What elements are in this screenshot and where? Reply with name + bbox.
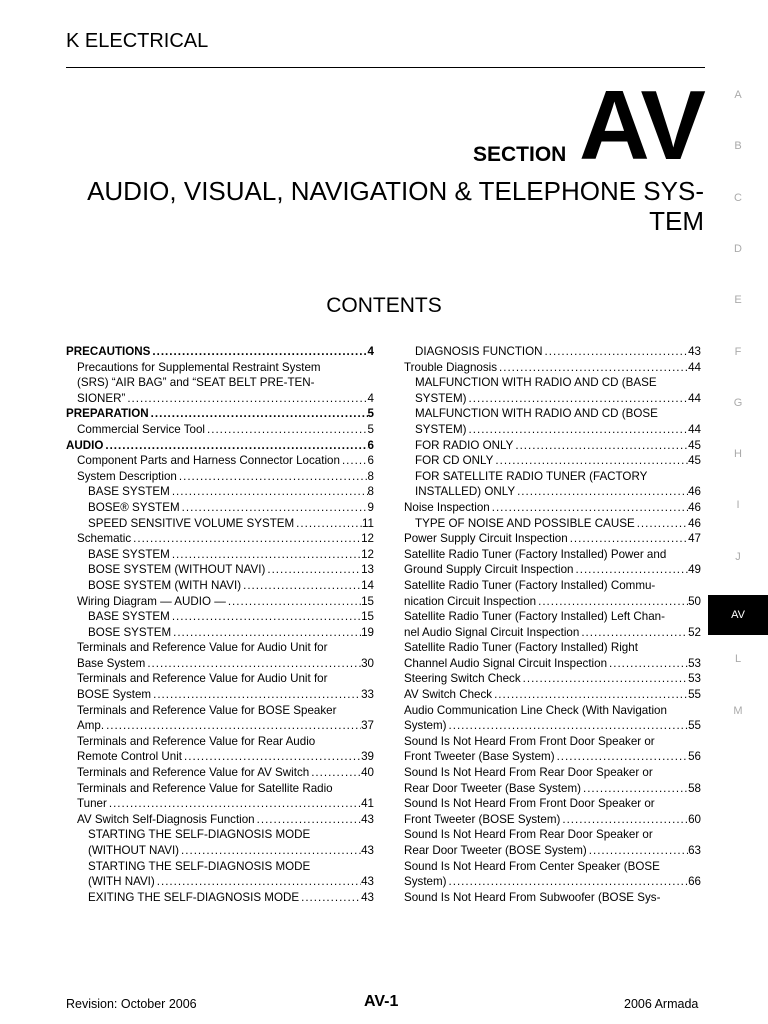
toc-page-number: 4 bbox=[367, 345, 374, 358]
toc-left-column bbox=[66, 344, 374, 905]
toc-leader-dots bbox=[150, 344, 367, 360]
toc-entry-title: AV Switch Self-Diagnosis Function bbox=[77, 812, 255, 826]
toc-entry bbox=[404, 578, 701, 594]
toc-entry-title: SYSTEM) bbox=[415, 422, 467, 436]
toc-entry[interactable] bbox=[404, 422, 701, 438]
toc-entry-title: BASE SYSTEM bbox=[88, 610, 170, 624]
toc-entry-title: AV Switch Check bbox=[404, 688, 493, 702]
toc-entry bbox=[66, 360, 374, 376]
toc-page-number: 44 bbox=[688, 422, 701, 436]
toc-page-number: 49 bbox=[688, 563, 701, 577]
toc-right-column bbox=[404, 344, 701, 905]
toc-page-number: 52 bbox=[688, 625, 701, 639]
toc-leader-dots bbox=[340, 453, 368, 469]
toc-page-number: 43 bbox=[688, 345, 701, 358]
toc-entry[interactable] bbox=[66, 562, 374, 578]
toc-entry-title: Component Parts and Harness Connector Location bbox=[77, 454, 340, 468]
toc-entry[interactable] bbox=[66, 749, 374, 765]
toc-entry-title: BOSE SYSTEM (WITHOUT NAVI) bbox=[88, 563, 266, 577]
toc-entry-title: Sound Is Not Heard From Rear Door Speaker or bbox=[404, 828, 653, 842]
toc-entry[interactable] bbox=[66, 625, 374, 641]
toc-page-number: 37 bbox=[361, 719, 374, 733]
toc-entry[interactable] bbox=[404, 656, 701, 672]
toc-entry-title: Satellite Radio Tuner (Factory Installed) Right bbox=[404, 641, 638, 655]
toc-page-number: 46 bbox=[688, 485, 701, 499]
toc-entry[interactable] bbox=[66, 438, 374, 454]
toc-leader-dots bbox=[155, 874, 361, 890]
toc-page-number: 5 bbox=[367, 422, 374, 436]
toc-entry bbox=[404, 734, 701, 750]
toc-page-number: 56 bbox=[688, 750, 701, 764]
toc-entry-title: Power Supply Circuit Inspection bbox=[404, 532, 568, 546]
toc-leader-dots bbox=[177, 469, 368, 485]
toc-entry[interactable] bbox=[404, 484, 701, 500]
toc-entry-title: FOR CD ONLY bbox=[415, 454, 494, 468]
toc-entry[interactable] bbox=[404, 516, 701, 532]
toc-entry[interactable] bbox=[66, 609, 374, 625]
toc-page-number: 45 bbox=[688, 438, 701, 452]
toc-leader-dots bbox=[515, 484, 688, 500]
toc-page-number: 8 bbox=[367, 469, 374, 483]
toc-leader-dots bbox=[521, 671, 688, 687]
toc-entry-title: SIONER” bbox=[77, 391, 126, 405]
section-title-line1: AUDIO, VISUAL, NAVIGATION & TELEPHONE SYS- bbox=[87, 176, 704, 206]
toc-leader-dots bbox=[513, 438, 688, 454]
toc-entry[interactable] bbox=[404, 562, 701, 578]
toc-leader-dots bbox=[467, 422, 689, 438]
toc-entry-title: Wiring Diagram — AUDIO — bbox=[77, 594, 226, 608]
toc-entry-title: Sound Is Not Heard From Front Door Speaker or bbox=[404, 734, 655, 748]
toc-leader-dots bbox=[131, 531, 361, 547]
toc-entry[interactable] bbox=[404, 671, 701, 687]
footer-model: 2006 Armada bbox=[624, 997, 699, 1011]
toc-entry-title: PREPARATION bbox=[66, 407, 149, 421]
toc-page-number: 50 bbox=[688, 594, 701, 608]
toc-page-number: 30 bbox=[361, 656, 374, 670]
toc-entry[interactable] bbox=[404, 812, 701, 828]
section-tab-d[interactable]: D bbox=[734, 242, 742, 255]
section-code: AV bbox=[579, 70, 704, 180]
toc-entry-title: BASE SYSTEM bbox=[88, 547, 170, 561]
toc-entry-title: BOSE System bbox=[77, 688, 152, 702]
toc-page-number: 43 bbox=[361, 890, 374, 904]
toc-entry[interactable] bbox=[404, 500, 701, 516]
toc-entry-title: Terminals and Reference Value for Audio Unit for bbox=[77, 641, 328, 655]
toc-page-number: 60 bbox=[688, 812, 701, 826]
toc-entry[interactable] bbox=[404, 531, 701, 547]
toc-entry bbox=[66, 734, 374, 750]
toc-leader-dots bbox=[635, 516, 688, 532]
toc-entry-title: Terminals and Reference Value for AV Switch bbox=[77, 766, 310, 780]
toc-page-number: 43 bbox=[361, 875, 374, 889]
toc-page-number: 14 bbox=[361, 578, 374, 592]
toc-entry-title: Channel Audio Signal Circuit Inspection bbox=[404, 656, 608, 670]
header-rule bbox=[66, 67, 705, 68]
section-tab-h[interactable]: H bbox=[734, 448, 742, 461]
section-title-line2: TEM bbox=[649, 206, 704, 236]
toc-entry bbox=[404, 890, 701, 906]
toc-leader-dots bbox=[497, 360, 688, 376]
toc-entry[interactable] bbox=[404, 360, 701, 376]
toc-entry bbox=[66, 827, 374, 843]
toc-leader-dots bbox=[579, 625, 688, 641]
toc-page-number: 58 bbox=[688, 781, 701, 795]
toc-entry[interactable] bbox=[66, 469, 374, 485]
toc-entry-title: SYSTEM) bbox=[415, 391, 467, 405]
toc-entry-title: FOR SATELLITE RADIO TUNER (FACTORY bbox=[415, 469, 648, 483]
toc-entry-title: (WITH NAVI) bbox=[88, 875, 155, 889]
toc-page-number: 15 bbox=[361, 594, 374, 608]
toc-entry bbox=[66, 375, 374, 391]
section-tab-g[interactable]: G bbox=[733, 396, 743, 409]
toc-leader-dots bbox=[447, 874, 689, 890]
toc-page-number: 6 bbox=[367, 438, 374, 452]
section-tab-a[interactable]: A bbox=[734, 89, 742, 101]
toc-entry-title: (WITHOUT NAVI) bbox=[88, 844, 180, 857]
toc-entry-title: Terminals and Reference Value for Rear Audio bbox=[77, 734, 316, 748]
toc-leader-dots bbox=[493, 453, 688, 469]
toc-entry-title: FOR RADIO ONLY bbox=[415, 438, 514, 452]
toc-entry-title: Front Tweeter (BOSE System) bbox=[404, 812, 561, 826]
toc-page-number: 19 bbox=[361, 625, 374, 639]
toc-entry[interactable] bbox=[404, 781, 701, 797]
section-tab-m[interactable]: M bbox=[733, 704, 743, 717]
toc-entry[interactable] bbox=[66, 516, 374, 532]
toc-entry[interactable] bbox=[66, 718, 374, 734]
toc-leader-dots bbox=[241, 578, 361, 594]
toc-page-number: 12 bbox=[361, 547, 374, 561]
toc-entry-title: BOSE® SYSTEM bbox=[88, 500, 180, 514]
toc-leader-dots bbox=[104, 718, 361, 734]
toc-entry-title: System) bbox=[404, 875, 447, 889]
toc-page-number: 45 bbox=[688, 454, 701, 468]
toc-page-number: 33 bbox=[361, 688, 374, 702]
toc-leader-dots bbox=[536, 594, 688, 610]
toc-leader-dots bbox=[555, 749, 689, 765]
toc-leader-dots bbox=[180, 500, 368, 516]
toc-entry-title: EXITING THE SELF-DIAGNOSIS MODE bbox=[88, 890, 300, 904]
section-tab-i[interactable]: I bbox=[736, 499, 740, 512]
toc-entry-title: Terminals and Reference Value for Audio Unit for bbox=[77, 672, 328, 686]
toc-entry-title: Rear Door Tweeter (BOSE System) bbox=[404, 844, 587, 857]
toc-entry-title: Satellite Radio Tuner (Factory Installed) Power and bbox=[404, 547, 667, 561]
toc-page-number: 43 bbox=[361, 844, 374, 857]
toc-leader-dots bbox=[447, 718, 689, 734]
toc-entry-title: Schematic bbox=[77, 532, 132, 546]
section-tab-l[interactable]: L bbox=[734, 653, 742, 666]
toc-leader-dots bbox=[205, 422, 368, 438]
footer-page-number: AV-1 bbox=[364, 993, 399, 1010]
toc-page-number: 4 bbox=[367, 391, 374, 405]
toc-leader-dots bbox=[568, 531, 688, 547]
section-tab-c[interactable]: C bbox=[734, 191, 742, 204]
toc-leader-dots bbox=[103, 438, 367, 454]
toc-entry[interactable] bbox=[404, 453, 701, 469]
toc-entry-title: BOSE SYSTEM bbox=[88, 625, 172, 639]
toc-page-number: 55 bbox=[688, 688, 701, 702]
toc-entry-title: TYPE OF NOISE AND POSSIBLE CAUSE bbox=[415, 516, 635, 530]
toc-page-number: 5 bbox=[367, 407, 374, 421]
toc-entry bbox=[404, 547, 701, 563]
section-label: SECTION bbox=[473, 143, 567, 166]
toc-leader-dots bbox=[179, 843, 361, 859]
toc-entry[interactable] bbox=[404, 874, 701, 890]
toc-leader-dots bbox=[560, 812, 688, 828]
toc-entry[interactable] bbox=[66, 500, 374, 516]
toc-page-number: 66 bbox=[688, 875, 701, 889]
toc-entry-title: Satellite Radio Tuner (Factory Installed) Commu- bbox=[404, 578, 656, 592]
toc-entry-title: nication Circuit Inspection bbox=[404, 594, 537, 608]
toc-entry[interactable] bbox=[404, 687, 701, 703]
toc-entry[interactable] bbox=[66, 890, 374, 906]
toc-leader-dots bbox=[294, 516, 362, 532]
toc-entry-title: STARTING THE SELF-DIAGNOSIS MODE bbox=[88, 828, 311, 842]
toc-entry[interactable] bbox=[66, 406, 374, 422]
toc-page-number: 46 bbox=[688, 516, 701, 530]
footer-revision: Revision: October 2006 bbox=[66, 997, 197, 1011]
toc-leader-dots bbox=[309, 765, 361, 781]
toc-leader-dots bbox=[171, 625, 361, 641]
toc-leader-dots bbox=[145, 656, 361, 672]
toc-leader-dots bbox=[492, 687, 688, 703]
toc-entry[interactable] bbox=[66, 594, 374, 610]
toc-entry[interactable] bbox=[66, 531, 374, 547]
toc-entry[interactable] bbox=[66, 843, 374, 859]
toc-entry[interactable] bbox=[404, 344, 701, 360]
toc-leader-dots bbox=[607, 656, 688, 672]
toc-page-number: 15 bbox=[361, 610, 374, 624]
toc-leader-dots bbox=[574, 562, 689, 578]
toc-entry[interactable] bbox=[66, 391, 374, 407]
toc-entry-title: Sound Is Not Heard From Front Door Speaker or bbox=[404, 797, 655, 811]
toc-entry-title: Noise Inspection bbox=[404, 500, 490, 514]
toc-page-number: 44 bbox=[688, 360, 701, 374]
toc-entry-title: Terminals and Reference Value for BOSE Speaker bbox=[77, 703, 337, 717]
toc-entry-title: Rear Door Tweeter (Base System) bbox=[404, 781, 581, 795]
toc-leader-dots bbox=[107, 796, 361, 812]
toc-leader-dots bbox=[265, 562, 361, 578]
toc-leader-dots bbox=[170, 609, 361, 625]
toc-entry-title: STARTING THE SELF-DIAGNOSIS MODE bbox=[88, 859, 311, 873]
toc-leader-dots bbox=[182, 749, 361, 765]
toc-entry bbox=[404, 609, 701, 625]
toc-page-number: 8 bbox=[367, 485, 374, 499]
toc-entry[interactable] bbox=[66, 874, 374, 890]
toc-entry bbox=[404, 640, 701, 656]
toc-entry-title: Satellite Radio Tuner (Factory Installed) Left Chan- bbox=[404, 610, 665, 624]
toc-entry-title: Front Tweeter (Base System) bbox=[404, 750, 555, 764]
toc-entry-title: MALFUNCTION WITH RADIO AND CD (BASE bbox=[415, 376, 657, 390]
toc-leader-dots bbox=[467, 391, 689, 407]
toc-entry[interactable] bbox=[404, 843, 701, 859]
toc-entry[interactable] bbox=[66, 687, 374, 703]
toc-entry[interactable] bbox=[66, 344, 374, 360]
toc-leader-dots bbox=[151, 687, 361, 703]
toc-page-number: 44 bbox=[688, 391, 701, 405]
toc-entry-title: Remote Control Unit bbox=[77, 750, 183, 764]
toc-entry-title: Sound Is Not Heard From Rear Door Speaker or bbox=[404, 766, 653, 780]
toc-entry-title: System Description bbox=[77, 469, 177, 483]
toc-entry bbox=[66, 703, 374, 719]
section-tab-j[interactable]: J bbox=[735, 550, 741, 563]
toc-entry bbox=[66, 640, 374, 656]
toc-leader-dots bbox=[149, 406, 368, 422]
toc-entry bbox=[404, 765, 701, 781]
toc-entry bbox=[404, 406, 701, 422]
toc-entry-title: Tuner bbox=[77, 797, 107, 811]
manual-category: K ELECTRICAL bbox=[66, 30, 209, 52]
toc-entry-title: BASE SYSTEM bbox=[88, 485, 170, 499]
toc-page-number: 55 bbox=[688, 719, 701, 733]
toc-entry-title: nel Audio Signal Circuit Inspection bbox=[404, 625, 580, 639]
toc-leader-dots bbox=[125, 391, 367, 407]
toc-entry bbox=[404, 796, 701, 812]
toc-entry-title: AUDIO bbox=[66, 438, 104, 452]
toc-entry-title: DIAGNOSIS FUNCTION bbox=[415, 345, 543, 358]
toc-entry-title: Steering Switch Check bbox=[404, 672, 521, 686]
toc-entry[interactable] bbox=[66, 812, 374, 828]
toc-page-number: 6 bbox=[367, 454, 374, 468]
toc-entry[interactable] bbox=[66, 547, 374, 563]
toc-entry-title: Sound Is Not Heard From Subwoofer (BOSE Sys- bbox=[404, 890, 661, 904]
toc-entry[interactable] bbox=[404, 594, 701, 610]
toc-page-number: 43 bbox=[361, 812, 374, 826]
toc-leader-dots bbox=[543, 344, 689, 360]
toc-page-number: 41 bbox=[361, 797, 374, 811]
toc-entry-title: BOSE SYSTEM (WITH NAVI) bbox=[88, 578, 242, 592]
toc-entry[interactable] bbox=[66, 656, 374, 672]
section-tab-b[interactable]: B bbox=[734, 140, 742, 153]
toc-page-number: 63 bbox=[688, 844, 701, 857]
toc-page-number: 46 bbox=[688, 500, 701, 514]
toc-entry bbox=[66, 859, 374, 875]
toc-entry bbox=[404, 859, 701, 875]
toc-entry[interactable] bbox=[404, 718, 701, 734]
toc-entry-title: Base System bbox=[77, 656, 146, 670]
toc-entry bbox=[66, 671, 374, 687]
contents-heading: CONTENTS bbox=[326, 294, 442, 317]
toc-entry-title: SPEED SENSITIVE VOLUME SYSTEM bbox=[88, 516, 295, 530]
toc-entry[interactable] bbox=[66, 796, 374, 812]
toc-entry[interactable] bbox=[66, 422, 374, 438]
toc-entry[interactable] bbox=[66, 578, 374, 594]
toc-page-number: 40 bbox=[361, 766, 374, 780]
toc-entry bbox=[404, 827, 701, 843]
toc-entry-title: PRECAUTIONS bbox=[66, 345, 151, 358]
toc-page-number: 53 bbox=[688, 672, 701, 686]
toc-page-number: 9 bbox=[367, 500, 374, 514]
toc-page-number: 53 bbox=[688, 656, 701, 670]
toc-entry-title: System) bbox=[404, 719, 447, 733]
toc-page-number: 47 bbox=[688, 532, 701, 546]
toc-leader-dots bbox=[587, 843, 688, 859]
toc-entry-title: (SRS) “AIR BAG” and “SEAT BELT PRE-TEN- bbox=[77, 376, 315, 390]
toc-entry[interactable] bbox=[66, 484, 374, 500]
toc-page-number: 12 bbox=[361, 532, 374, 546]
toc-page-number: 39 bbox=[361, 750, 374, 764]
toc-leader-dots bbox=[299, 890, 361, 906]
toc-entry-title: Terminals and Reference Value for Satellite Radio bbox=[77, 781, 333, 795]
toc-entry-title: INSTALLED) ONLY bbox=[415, 485, 516, 499]
toc-leader-dots bbox=[226, 594, 361, 610]
toc-entry-title: Audio Communication Line Check (With Navigation bbox=[404, 703, 667, 717]
toc-entry-title: Amp. bbox=[77, 719, 105, 733]
toc-entry[interactable] bbox=[404, 391, 701, 407]
toc-entry-title: Trouble Diagnosis bbox=[404, 360, 498, 374]
toc-entry-title: MALFUNCTION WITH RADIO AND CD (BOSE bbox=[415, 407, 658, 421]
toc-entry[interactable] bbox=[404, 749, 701, 765]
toc-page-number: 13 bbox=[361, 563, 374, 577]
section-tab-av[interactable]: AV bbox=[708, 595, 768, 635]
toc-entry[interactable] bbox=[66, 453, 374, 469]
toc-entry[interactable] bbox=[404, 438, 701, 454]
toc-entry bbox=[66, 781, 374, 797]
toc-entry bbox=[404, 469, 701, 485]
toc-leader-dots bbox=[490, 500, 688, 516]
toc-page-number: 11 bbox=[361, 516, 374, 530]
toc-entry-title: Precautions for Supplemental Restraint System bbox=[77, 360, 321, 374]
toc-leader-dots bbox=[170, 547, 361, 563]
toc-leader-dots bbox=[581, 781, 688, 797]
toc-entry-title: Commercial Service Tool bbox=[77, 422, 206, 436]
toc-entry bbox=[404, 375, 701, 391]
section-tab-e[interactable]: E bbox=[734, 294, 742, 307]
toc-entry[interactable] bbox=[66, 765, 374, 781]
toc-leader-dots bbox=[255, 812, 361, 828]
toc-entry-title: Ground Supply Circuit Inspection bbox=[404, 563, 574, 577]
section-tab-f[interactable]: F bbox=[734, 345, 742, 358]
toc-leader-dots bbox=[170, 484, 368, 500]
toc-entry[interactable] bbox=[404, 625, 701, 641]
toc-entry bbox=[404, 703, 701, 719]
toc-entry-title: Sound Is Not Heard From Center Speaker (BOSE bbox=[404, 859, 660, 873]
